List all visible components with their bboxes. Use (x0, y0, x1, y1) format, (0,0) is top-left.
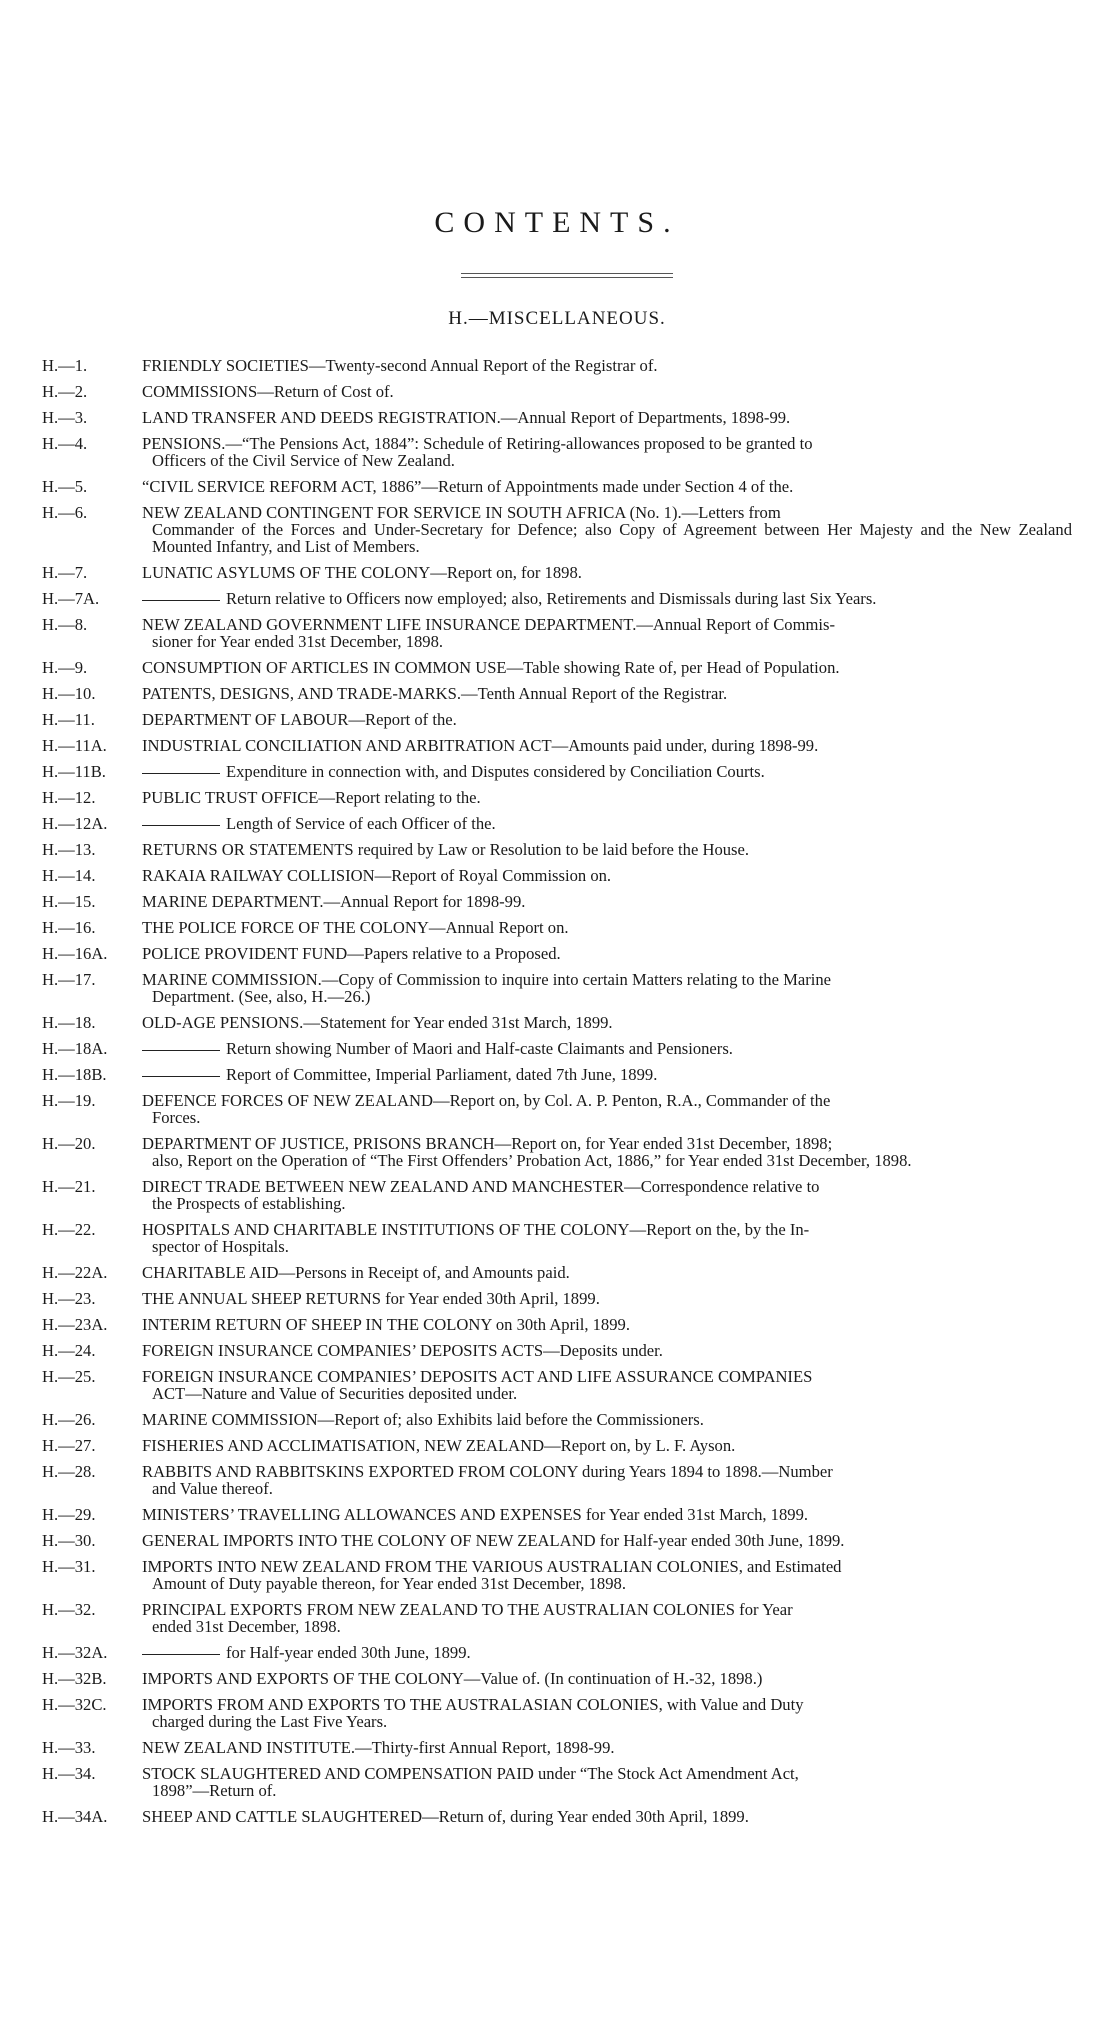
ditto-dash (142, 1050, 220, 1051)
entry-body (142, 357, 1072, 374)
entry-text: FOREIGN INSURANCE COMPANIES’ DEPOSITS ACT AND LIFE ASSURANCE COMPANIES (142, 1367, 813, 1386)
entry-body (142, 409, 1072, 426)
entry-continuation: sioner for Year ended 31st December, 1898. (152, 632, 444, 651)
contents-entry (42, 1644, 1072, 1661)
entry-text: PENSIONS.—“The Pensions Act, 1884”: Schedule of Retiring-allowances proposed to be granted to (142, 434, 813, 453)
ditto-dash (142, 1654, 220, 1655)
contents-entry (42, 867, 1072, 884)
entry-text: PATENTS, DESIGNS, AND TRADE-MARKS.—Tenth Annual Report of the Registrar. (142, 684, 728, 703)
entry-body (142, 1644, 1072, 1661)
entry-first-line (142, 616, 1072, 633)
entry-text: FRIENDLY SOCIETIES—Twenty-second Annual Report of the Registrar of. (142, 356, 658, 375)
contents-entry (42, 841, 1072, 858)
entry-body (142, 1092, 1072, 1109)
contents-entry (42, 1532, 1072, 1549)
entry-continuation: 1898”—Return of. (152, 1781, 277, 1800)
entry-body (142, 1342, 1072, 1359)
entry-continuation: and Value thereof. (152, 1479, 273, 1498)
contents-entry (42, 357, 1072, 374)
entry-first-line (142, 893, 1072, 910)
entry-number: H.—16. (42, 918, 96, 937)
entry-continuation: Amount of Duty payable thereon, for Year ended 31st December, 1898. (152, 1574, 626, 1593)
entry-number: H.—15. (42, 892, 96, 911)
entry-first-line (142, 1765, 1072, 1782)
entry-body (142, 1739, 1072, 1756)
entry-text: MARINE COMMISSION.—Copy of Commission to inquire into certain Matters relating to the Marine (142, 970, 832, 989)
entry-text: for Half-year ended 30th June, 1899. (226, 1643, 471, 1662)
entry-body (142, 1066, 1072, 1083)
entry-number: H.—30. (42, 1531, 96, 1550)
entry-body (142, 971, 1072, 988)
entry-number: H.—34. (42, 1764, 96, 1783)
entry-text: MINISTERS’ TRAVELLING ALLOWANCES AND EXPENSES for Year ended 31st March, 1899. (142, 1505, 809, 1524)
contents-entry (42, 564, 1072, 581)
entry-number: H.—9. (42, 658, 88, 677)
entry-text: SHEEP AND CATTLE SLAUGHTERED—Return of, during Year ended 30th April, 1899. (142, 1807, 749, 1826)
contents-entry (42, 893, 1072, 910)
entry-body (142, 1506, 1072, 1523)
contents-entry (42, 1316, 1072, 1333)
entry-text: CONSUMPTION OF ARTICLES IN COMMON USE—Table showing Rate of, per Head of Population. (142, 658, 840, 677)
entry-body (142, 383, 1072, 400)
entry-first-line (142, 504, 1072, 521)
entry-body (142, 711, 1072, 728)
entry-text: DEPARTMENT OF JUSTICE, PRISONS BRANCH—Report on, for Year ended 31st December, 1898; (142, 1134, 833, 1153)
entry-continuation-wrap (42, 1480, 1072, 1497)
entry-body (142, 763, 1072, 780)
entry-number: H.—6. (42, 503, 88, 522)
contents-entry (42, 737, 1072, 754)
entry-continuation-wrap (42, 1238, 1072, 1255)
entry-number: H.—23A. (42, 1315, 108, 1334)
entry-continuation: ended 31st December, 1898. (152, 1617, 341, 1636)
entry-first-line (142, 478, 1072, 495)
entry-number: H.—7A. (42, 589, 100, 608)
entry-body (142, 504, 1072, 521)
entry-text: POLICE PROVIDENT FUND—Papers relative to a Proposed. (142, 944, 561, 963)
contents-entry (42, 789, 1072, 806)
entry-continuation: spector of Hospitals. (152, 1237, 289, 1256)
entry-first-line (142, 1264, 1072, 1281)
entry-first-line (142, 659, 1072, 676)
entry-first-line (142, 1670, 1072, 1687)
entry-first-line (142, 1411, 1072, 1428)
entry-first-line (142, 435, 1072, 452)
entry-text: FISHERIES AND ACCLIMATISATION, NEW ZEALAND—Report on, by L. F. Ayson. (142, 1436, 736, 1455)
entry-body (142, 1290, 1072, 1307)
entry-body (142, 1135, 1072, 1152)
contents-entry (42, 409, 1072, 426)
contents-entry (42, 1264, 1072, 1281)
entry-number: H.—11. (42, 710, 95, 729)
entry-text: INTERIM RETURN OF SHEEP IN THE COLONY on 30th April, 1899. (142, 1315, 630, 1334)
entry-number: H.—20. (42, 1134, 96, 1153)
entry-first-line (142, 763, 1072, 780)
entry-text: GENERAL IMPORTS INTO THE COLONY OF NEW ZEALAND for Half-year ended 30th June, 1899. (142, 1531, 845, 1550)
entry-text: RAKAIA RAILWAY COLLISION—Report of Royal Commission on. (142, 866, 612, 885)
entry-text: LAND TRANSFER AND DEEDS REGISTRATION.—Annual Report of Departments, 1898-99. (142, 408, 791, 427)
entry-continuation: Forces. (152, 1108, 201, 1127)
entry-body (142, 1463, 1072, 1480)
entry-number: H.—29. (42, 1505, 96, 1524)
entry-continuation-wrap (42, 1618, 1072, 1635)
entry-text: IMPORTS FROM AND EXPORTS TO THE AUSTRALASIAN COLONIES, with Value and Duty (142, 1695, 804, 1714)
entry-body (142, 867, 1072, 884)
entry-text: PRINCIPAL EXPORTS FROM NEW ZEALAND TO THE AUSTRALIAN COLONIES for Year (142, 1600, 793, 1619)
entry-text: NEW ZEALAND CONTINGENT FOR SERVICE IN SOUTH AFRICA (No. 1).—Letters from (142, 503, 781, 522)
entry-body (142, 919, 1072, 936)
contents-title: CONTENTS. (434, 206, 680, 239)
contents-entry (42, 763, 1072, 780)
entry-body (142, 1808, 1072, 1825)
contents-entry (42, 1437, 1072, 1454)
entry-text: IMPORTS AND EXPORTS OF THE COLONY—Value of. (In continuation of H.-32, 1898.) (142, 1669, 763, 1688)
entry-continuation-wrap (42, 1782, 1072, 1799)
entry-first-line (142, 1014, 1072, 1031)
entry-first-line (142, 1808, 1072, 1825)
entry-first-line (142, 971, 1072, 988)
entry-body (142, 1437, 1072, 1454)
entry-number: H.—33. (42, 1738, 96, 1757)
entry-text: MARINE COMMISSION—Report of; also Exhibits laid before the Commissioners. (142, 1410, 704, 1429)
entry-body (142, 1411, 1072, 1428)
entry-number: H.—27. (42, 1436, 96, 1455)
entry-body (142, 1040, 1072, 1057)
entry-number: H.—28. (42, 1462, 96, 1481)
entry-first-line (142, 1644, 1072, 1661)
entry-number: H.—12A. (42, 814, 108, 833)
entry-first-line (142, 357, 1072, 374)
entry-text: IMPORTS INTO NEW ZEALAND FROM THE VARIOUS AUSTRALIAN COLONIES, and Estimated (142, 1557, 842, 1576)
entry-body (142, 616, 1072, 633)
entry-body (142, 945, 1072, 962)
entry-number: H.—32A. (42, 1643, 108, 1662)
entry-text: THE POLICE FORCE OF THE COLONY—Annual Report on. (142, 918, 569, 937)
contents-entry (42, 1558, 1072, 1575)
entry-number: H.—32B. (42, 1669, 107, 1688)
entry-continuation: Commander of the Forces and Under-Secretary for Defence; also Copy of Agreement between Her Majesty and the New Zealand Mounted Infantry, and List of Members. (152, 520, 1072, 556)
entry-first-line (142, 1739, 1072, 1756)
contents-entry (42, 1696, 1072, 1713)
contents-entry (42, 1670, 1072, 1687)
entry-first-line (142, 789, 1072, 806)
entry-first-line (142, 919, 1072, 936)
contents-entry (42, 1739, 1072, 1756)
entry-first-line (142, 1601, 1072, 1618)
entry-number: H.—8. (42, 615, 88, 634)
entry-body (142, 841, 1072, 858)
entry-text: DEPARTMENT OF LABOUR—Report of the. (142, 710, 457, 729)
entry-text: DIRECT TRADE BETWEEN NEW ZEALAND AND MANCHESTER—Correspondence relative to (142, 1177, 820, 1196)
entry-number: H.—18. (42, 1013, 96, 1032)
entry-number: H.—19. (42, 1091, 96, 1110)
entry-number: H.—3. (42, 408, 88, 427)
contents-entry (42, 1290, 1072, 1307)
entry-first-line (142, 383, 1072, 400)
section-heading: H.—MISCELLANEOUS. (448, 308, 666, 329)
contents-entry (42, 1765, 1072, 1782)
entry-number: H.—25. (42, 1367, 96, 1386)
entry-continuation-wrap (42, 1152, 1072, 1169)
entry-number: H.—14. (42, 866, 96, 885)
entry-body (142, 1696, 1072, 1713)
contents-entry (42, 685, 1072, 702)
entry-text: DEFENCE FORCES OF NEW ZEALAND—Report on, by Col. A. P. Penton, R.A., Commander of the (142, 1091, 831, 1110)
contents-entry (42, 1040, 1072, 1057)
entry-first-line (142, 590, 1072, 607)
entry-text: RETURNS OR STATEMENTS required by Law or Resolution to be laid before the House. (142, 840, 750, 859)
entry-body (142, 590, 1072, 607)
entry-number: H.—26. (42, 1410, 96, 1429)
entry-text: Length of Service of each Officer of the. (226, 814, 496, 833)
entry-body (142, 1670, 1072, 1687)
entry-continuation-wrap (42, 452, 1072, 469)
entry-continuation: charged during the Last Five Years. (152, 1712, 388, 1731)
entry-body (142, 737, 1072, 754)
ditto-dash (142, 1076, 220, 1077)
entry-continuation-wrap (42, 1385, 1072, 1402)
entry-body (142, 1368, 1072, 1385)
entry-continuation: Department. (See, also, H.—26.) (152, 987, 371, 1006)
entry-first-line (142, 1532, 1072, 1549)
entry-text: STOCK SLAUGHTERED AND COMPENSATION PAID under “The Stock Act Amendment Act, (142, 1764, 799, 1783)
entry-text: HOSPITALS AND CHARITABLE INSTITUTIONS OF THE COLONY—Report on the, by the In- (142, 1220, 810, 1239)
entry-number: H.—34A. (42, 1807, 108, 1826)
entry-first-line (142, 1558, 1072, 1575)
contents-entry (42, 1506, 1072, 1523)
entry-first-line (142, 815, 1072, 832)
entry-number: H.—16A. (42, 944, 108, 963)
entry-number: H.—22. (42, 1220, 96, 1239)
entry-first-line (142, 1221, 1072, 1238)
entry-number: H.—1. (42, 356, 88, 375)
entry-number: H.—11A. (42, 736, 107, 755)
entry-number: H.—21. (42, 1177, 96, 1196)
contents-list (42, 357, 1072, 1834)
contents-entry (42, 711, 1072, 728)
ditto-dash (142, 600, 220, 601)
entry-body (142, 1264, 1072, 1281)
entry-continuation-wrap (42, 1109, 1072, 1126)
entry-body (142, 1558, 1072, 1575)
entry-number: H.—18A. (42, 1039, 108, 1058)
entry-number: H.—23. (42, 1289, 96, 1308)
entry-number: H.—18B. (42, 1065, 107, 1084)
entry-number: H.—4. (42, 434, 88, 453)
entry-first-line (142, 1463, 1072, 1480)
entry-first-line (142, 685, 1072, 702)
entry-text: LUNATIC ASYLUMS OF THE COLONY—Report on, for 1898. (142, 563, 582, 582)
entry-number: H.—31. (42, 1557, 96, 1576)
contents-entry (42, 971, 1072, 988)
entry-continuation-wrap (42, 521, 1072, 555)
entry-body (142, 815, 1072, 832)
contents-entry (42, 1066, 1072, 1083)
entry-first-line (142, 737, 1072, 754)
contents-entry (42, 616, 1072, 633)
entry-continuation: the Prospects of establishing. (152, 1194, 346, 1213)
contents-entry (42, 590, 1072, 607)
contents-entry (42, 1342, 1072, 1359)
entry-first-line (142, 1178, 1072, 1195)
entry-text: COMMISSIONS—Return of Cost of. (142, 382, 394, 401)
title-rule (461, 273, 673, 278)
entry-continuation-wrap (42, 988, 1072, 1005)
entry-continuation: Officers of the Civil Service of New Zealand. (152, 451, 455, 470)
entry-number: H.—2. (42, 382, 88, 401)
entry-number: H.—24. (42, 1341, 96, 1360)
entry-number: H.—17. (42, 970, 96, 989)
entry-body (142, 1765, 1072, 1782)
entry-text: Return showing Number of Maori and Half-caste Claimants and Pensioners. (226, 1039, 733, 1058)
entry-text: FOREIGN INSURANCE COMPANIES’ DEPOSITS ACTS—Deposits under. (142, 1341, 663, 1360)
entry-body (142, 1178, 1072, 1195)
entry-body (142, 1316, 1072, 1333)
contents-entry (42, 1368, 1072, 1385)
entry-first-line (142, 1040, 1072, 1057)
entry-body (142, 1532, 1072, 1549)
contents-entry (42, 1221, 1072, 1238)
contents-entry (42, 815, 1072, 832)
entry-first-line (142, 1506, 1072, 1523)
entry-first-line (142, 1437, 1072, 1454)
entry-text: RABBITS AND RABBITSKINS EXPORTED FROM COLONY during Years 1894 to 1898.—Number (142, 1462, 833, 1481)
entry-first-line (142, 1135, 1072, 1152)
entry-continuation: ACT—Nature and Value of Securities deposited under. (152, 1384, 518, 1403)
contents-entry (42, 383, 1072, 400)
entry-body (142, 893, 1072, 910)
contents-entry (42, 1092, 1072, 1109)
entry-first-line (142, 841, 1072, 858)
entry-continuation-wrap (42, 1195, 1072, 1212)
contents-entry (42, 945, 1072, 962)
entry-text: “CIVIL SERVICE REFORM ACT, 1886”—Return of Appointments made under Section 4 of the. (142, 477, 794, 496)
entry-body (142, 1014, 1072, 1031)
entry-body (142, 789, 1072, 806)
entry-number: H.—32C. (42, 1695, 107, 1714)
entry-number: H.—11B. (42, 762, 106, 781)
contents-entry (42, 1178, 1072, 1195)
contents-entry (42, 1411, 1072, 1428)
entry-first-line (142, 1316, 1072, 1333)
entry-body (142, 685, 1072, 702)
entry-text: PUBLIC TRUST OFFICE—Report relating to the. (142, 788, 481, 807)
contents-entry (42, 435, 1072, 452)
entry-first-line (142, 1290, 1072, 1307)
contents-entry (42, 1014, 1072, 1031)
contents-entry (42, 919, 1072, 936)
entry-body (142, 435, 1072, 452)
entry-body (142, 1601, 1072, 1618)
entry-text: INDUSTRIAL CONCILIATION AND ARBITRATION ACT—Amounts paid under, during 1898-99. (142, 736, 819, 755)
entry-first-line (142, 867, 1072, 884)
entry-text: OLD-AGE PENSIONS.—Statement for Year ended 31st March, 1899. (142, 1013, 613, 1032)
entry-number: H.—12. (42, 788, 96, 807)
entry-body (142, 564, 1072, 581)
ditto-dash (142, 825, 220, 826)
contents-entry (42, 1808, 1072, 1825)
entry-first-line (142, 1066, 1072, 1083)
entry-number: H.—22A. (42, 1263, 108, 1282)
entry-first-line (142, 409, 1072, 426)
entry-continuation-wrap (42, 633, 1072, 650)
contents-entry (42, 504, 1072, 521)
entry-first-line (142, 1342, 1072, 1359)
entry-first-line (142, 1368, 1072, 1385)
entry-text: Report of Committee, Imperial Parliament, dated 7th June, 1899. (226, 1065, 658, 1084)
entry-text: NEW ZEALAND INSTITUTE.—Thirty-first Annual Report, 1898-99. (142, 1738, 615, 1757)
entry-body (142, 478, 1072, 495)
entry-number: H.—7. (42, 563, 88, 582)
contents-entry (42, 1135, 1072, 1152)
entry-number: H.—13. (42, 840, 96, 859)
contents-entry (42, 1601, 1072, 1618)
contents-entry (42, 659, 1072, 676)
contents-entry (42, 1463, 1072, 1480)
entry-text: Expenditure in connection with, and Disputes considered by Conciliation Courts. (226, 762, 765, 781)
entry-first-line (142, 711, 1072, 728)
entry-text: Return relative to Officers now employed; also, Retirements and Dismissals during last Six Years. (226, 589, 877, 608)
entry-first-line (142, 564, 1072, 581)
entry-text: CHARITABLE AID—Persons in Receipt of, and Amounts paid. (142, 1263, 570, 1282)
entry-text: NEW ZEALAND GOVERNMENT LIFE INSURANCE DEPARTMENT.—Annual Report of Commis- (142, 615, 835, 634)
entry-body (142, 659, 1072, 676)
entry-continuation-wrap (42, 1575, 1072, 1592)
entry-first-line (142, 945, 1072, 962)
entry-body (142, 1221, 1072, 1238)
entry-text: THE ANNUAL SHEEP RETURNS for Year ended 30th April, 1899. (142, 1289, 600, 1308)
entry-number: H.—5. (42, 477, 88, 496)
entry-first-line (142, 1696, 1072, 1713)
entry-number: H.—10. (42, 684, 96, 703)
ditto-dash (142, 773, 220, 774)
contents-entry (42, 478, 1072, 495)
entry-continuation: also, Report on the Operation of “The First Offenders’ Probation Act, 1886,” for Year ended 31st December, 1898. (152, 1151, 912, 1170)
entry-first-line (142, 1092, 1072, 1109)
entry-text: MARINE DEPARTMENT.—Annual Report for 1898-99. (142, 892, 526, 911)
entry-continuation-wrap (42, 1713, 1072, 1730)
entry-number: H.—32. (42, 1600, 96, 1619)
